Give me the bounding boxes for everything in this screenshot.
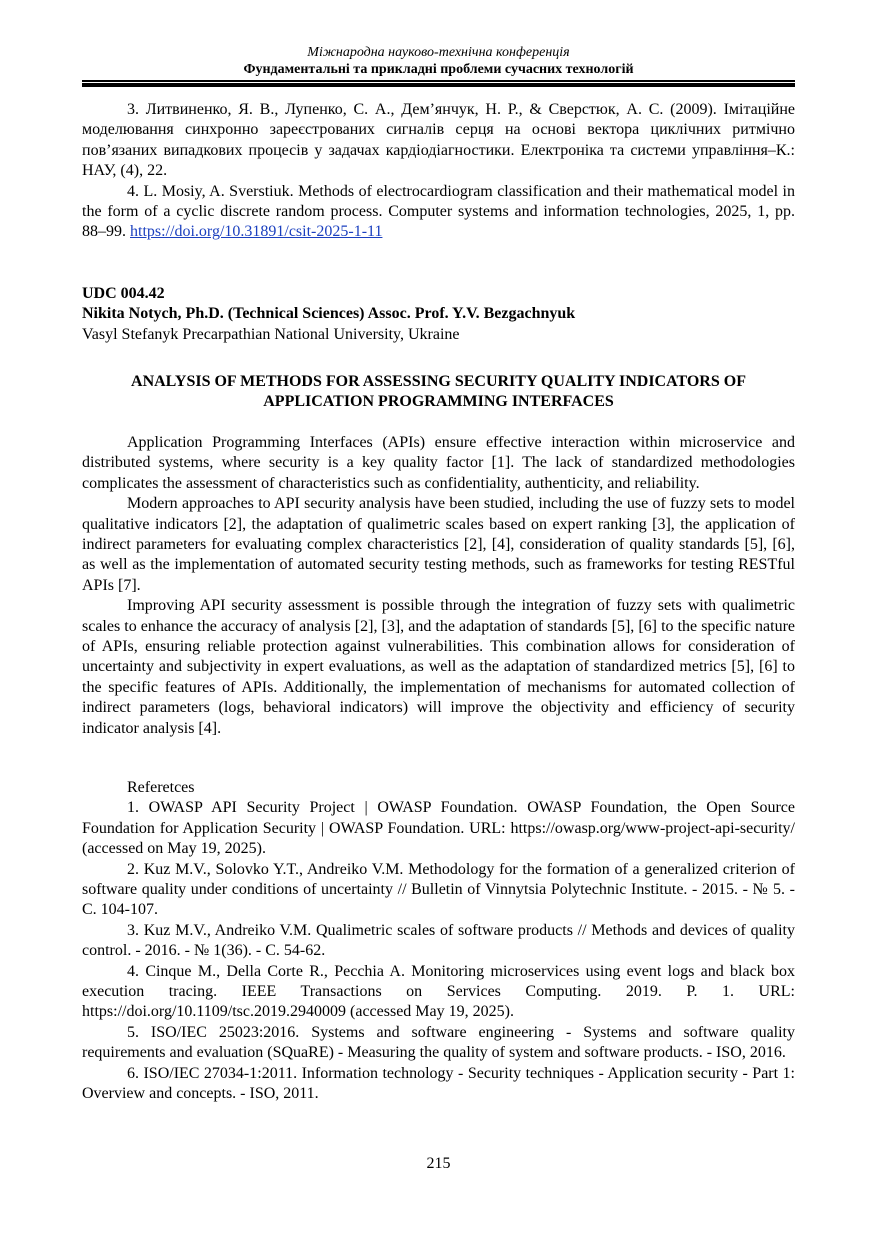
body-paragraph: Improving API security assessment is possible through the integration of fuzzy sets with qualimetric scales to enhance the accuracy of analysis [2], [3], and the adaptation of standards [5], [6] to the specific nature of APIs, ensuring reliable protection against vulnerabilities. This combination allows for consideration of uncertainty and subjectivity in expert evaluations, as well as the adaptation of standardized metrics [5], [6] to the specific features of APIs. Additionally, the implementation of mechanisms for automated collection of indirect parameters (logs, behavioral indicators) will improve the objectivity and efficiency of security indicator analysis [4].: [82, 597, 795, 737]
running-header: [82, 44, 795, 78]
udc-code: UDC 004.42: [82, 285, 165, 302]
conference-title: Фундаментальні та прикладні проблеми сучасних технологій: [243, 62, 634, 77]
reference-item: 2. Kuz M.V., Solovko Y.T., Andreiko V.M. Methodology for the formation of a generalized criterion of software quality under conditions of uncertainty // Bulletin of Vinnytsia Polytechnic Institute. - 2015. - № 5. - С. 104-107.: [82, 860, 795, 919]
body-paragraph: Application Programming Interfaces (APIs) ensure effective interaction within microservice and distributed systems, where security is a key quality factor [1]. The lack of standardized methodologies complicates the assessment of characteristics such as confidentiality, authenticity, and reliability.: [82, 434, 795, 492]
doi-link[interactable]: https://doi.org/10.31891/csit-2025-1-11: [130, 223, 383, 241]
previous-reference-3: 3. Литвиненко, Я. В., Лупенко, С. А., Дем’янчук, Н. Р., & Сверстюк, А. С. (2009). Імітаційне моделювання синхронно зареєстрованих сигналів серця на основі вектора циклічних ритмічно пов’язаних випадкових процесів у задачах кардіодіагностики. Електроніка та системи управління–К.: НАУ, (4), 22.: [82, 101, 795, 180]
header-rule-thin: [82, 80, 795, 82]
page-number: 215: [426, 1155, 451, 1172]
affiliation: Vasyl Stefanyk Precarpathian National University, Ukraine: [82, 325, 460, 343]
authors: Nikita Notych, Ph.D. (Technical Sciences) Assoc. Prof. Y.V. Bezgachnyuk: [82, 305, 576, 323]
conference-line: Міжнародна науково-технічна конференція: [307, 45, 570, 60]
previous-references: [82, 100, 795, 243]
previous-reference-4-text: 4. L. Mosiy, A. Sverstiuk. Methods of electrocardiogram classification and their mathematical model in the form of a cyclic discrete random process. Computer systems and information technologies, 2025, 1, pp. 88–99.: [82, 182, 795, 241]
reference-item: 5. ISO/IEC 25023:2016. Systems and software engineering - Systems and software quality requirements and evaluation (SQuaRE) - Measuring the quality of system and software products. - ISO, 2016.: [82, 1023, 795, 1062]
article-body: [82, 433, 795, 739]
references-heading: Referetces: [127, 779, 195, 796]
article-title-line-2: APPLICATION PROGRAMMING INTERFACES: [263, 393, 614, 411]
reference-item: 6. ISO/IEC 27034-1:2011. Information technology - Security techniques - Application security - Part 1: Overview and concepts. - ISO, 2011.: [82, 1064, 795, 1103]
reference-item: 1. OWASP API Security Project | OWASP Foundation. OWASP Foundation, the Open Source Foundation for Application Security | OWASP Foundation. URL: https://owasp.org/www-project-api-security/ (accessed on May 19, 2025).: [82, 799, 795, 858]
article-title: [82, 372, 795, 413]
body-paragraph: Modern approaches to API security analysis have been studied, including the use of fuzzy sets to model qualitative indicators [2], the adaptation of qualimetric scales based on expert ranking [3], the application of indirect parameters for evaluating complex characteristics [2], [4], consideration of quality standards [5], [6], as well as the implementation of automated security testing methods, such as frameworks for testing RESTful APIs [7].: [82, 495, 795, 594]
reference-item: 3. Kuz M.V., Andreiko V.M. Qualimetric scales of software products // Methods and devices of quality control. - 2016. - № 1(36). - С. 54-62.: [82, 921, 795, 960]
references-section: [82, 778, 795, 1105]
header-rule-thick: [82, 83, 795, 87]
article-meta: [82, 284, 795, 345]
article-title-line-1: ANALYSIS OF METHODS FOR ASSESSING SECURITY QUALITY INDICATORS OF: [131, 373, 746, 390]
previous-reference-4: [82, 182, 795, 243]
reference-item: 4. Cinque M., Della Corte R., Pecchia A. Monitoring microservices using event logs and black box execution tracing. IEEE Transactions on Services Computing. 2019. P. 1. URL: https://doi.org/10.1109/tsc.2019.2940009 (accessed May 19, 2025).: [82, 962, 795, 1021]
